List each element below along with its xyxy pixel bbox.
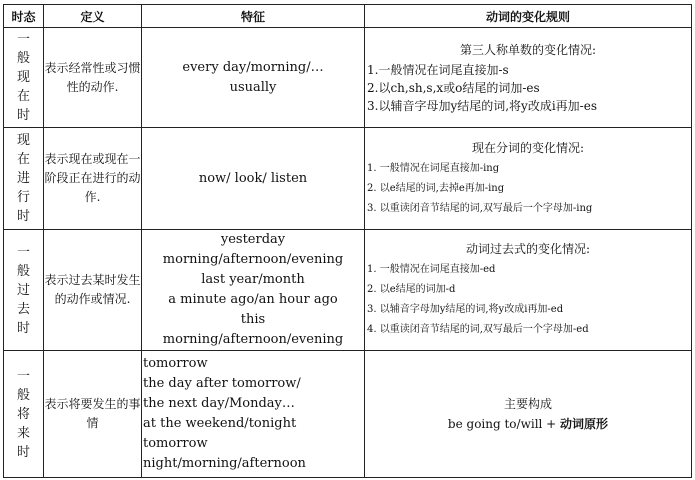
tense-features: now/ look/ listen <box>142 128 365 230</box>
rule-title: 第三人称单数的变化情况: <box>459 42 597 57</box>
header-features: 特征 <box>142 5 365 28</box>
header-tense: 时态 <box>4 5 44 28</box>
rule-title: 动词过去式的变化情况: <box>465 242 591 256</box>
table-row <box>4 351 692 478</box>
rule-title: 主要构成 <box>503 397 552 411</box>
tense-table <box>3 4 692 478</box>
verb-rules <box>365 230 692 351</box>
rule-formula: be going to/will + 动词原形 <box>447 417 609 431</box>
verb-rules <box>365 351 692 478</box>
header-row <box>4 5 692 28</box>
tense-definition: 表示过去某时发生的动作或情况. <box>44 230 142 351</box>
table-row <box>4 128 692 230</box>
verb-rules <box>365 28 692 128</box>
tense-name: 现 在 进 行 时 <box>4 128 44 230</box>
table-row <box>4 230 692 351</box>
tense-definition: 表示现在或现在一阶段正在进行的动作. <box>44 128 142 230</box>
rule-item: 2. 以e结尾的词,去掉e再加-ing <box>367 182 505 194</box>
rule-item: 2.以ch,sh,s,x或o结尾的词加-es <box>367 80 540 95</box>
tense-definition: 表示经常性或习惯性的动作. <box>44 28 142 128</box>
tense-definition: 表示将要发生的事情 <box>44 351 142 478</box>
tense-features: tomorrow the day after tomorrow/ the next day/Monday… at the weekend/tonight tomorrow night/morning/afternoon <box>142 351 365 478</box>
tense-name: 一 般 将 来 时 <box>4 351 44 478</box>
rule-item: 1. 一般情况在词尾直接加-ing <box>367 162 500 174</box>
rule-item: 1. 一般情况在词尾直接加-ed <box>367 264 496 275</box>
rule-item: 3. 以重读闭音节结尾的词,双写最后一个字母加-ing <box>367 202 593 214</box>
rule-title: 现在分词的变化情况: <box>471 140 585 155</box>
tense-name: 一 般 过 去 时 <box>4 230 44 351</box>
header-definition: 定义 <box>44 5 142 28</box>
header-rules: 动词的变化规则 <box>365 5 692 28</box>
tense-name: 一 般 现 在 时 <box>4 28 44 128</box>
rule-item: 3. 以辅音字母加y结尾的词,将y改成i再加-ed <box>367 304 564 315</box>
rule-item: 1.一般情况在词尾直接加-s <box>367 62 509 77</box>
table-row <box>4 28 692 128</box>
rule-item: 4. 以重读闭音节结尾的词,双写最后一个字母加-ed <box>367 324 589 335</box>
rule-item: 2. 以e结尾的词加-d <box>367 284 456 295</box>
verb-rules <box>365 128 692 230</box>
tense-features: yesterday morning/afternoon/evening last year/month a minute ago/an hour ago this morning/afternoon/evening <box>142 230 365 351</box>
rule-item: 3.以辅音字母加y结尾的词,将y改成i再加-es <box>367 98 597 113</box>
tense-features: every day/morning/… usually <box>142 28 365 128</box>
